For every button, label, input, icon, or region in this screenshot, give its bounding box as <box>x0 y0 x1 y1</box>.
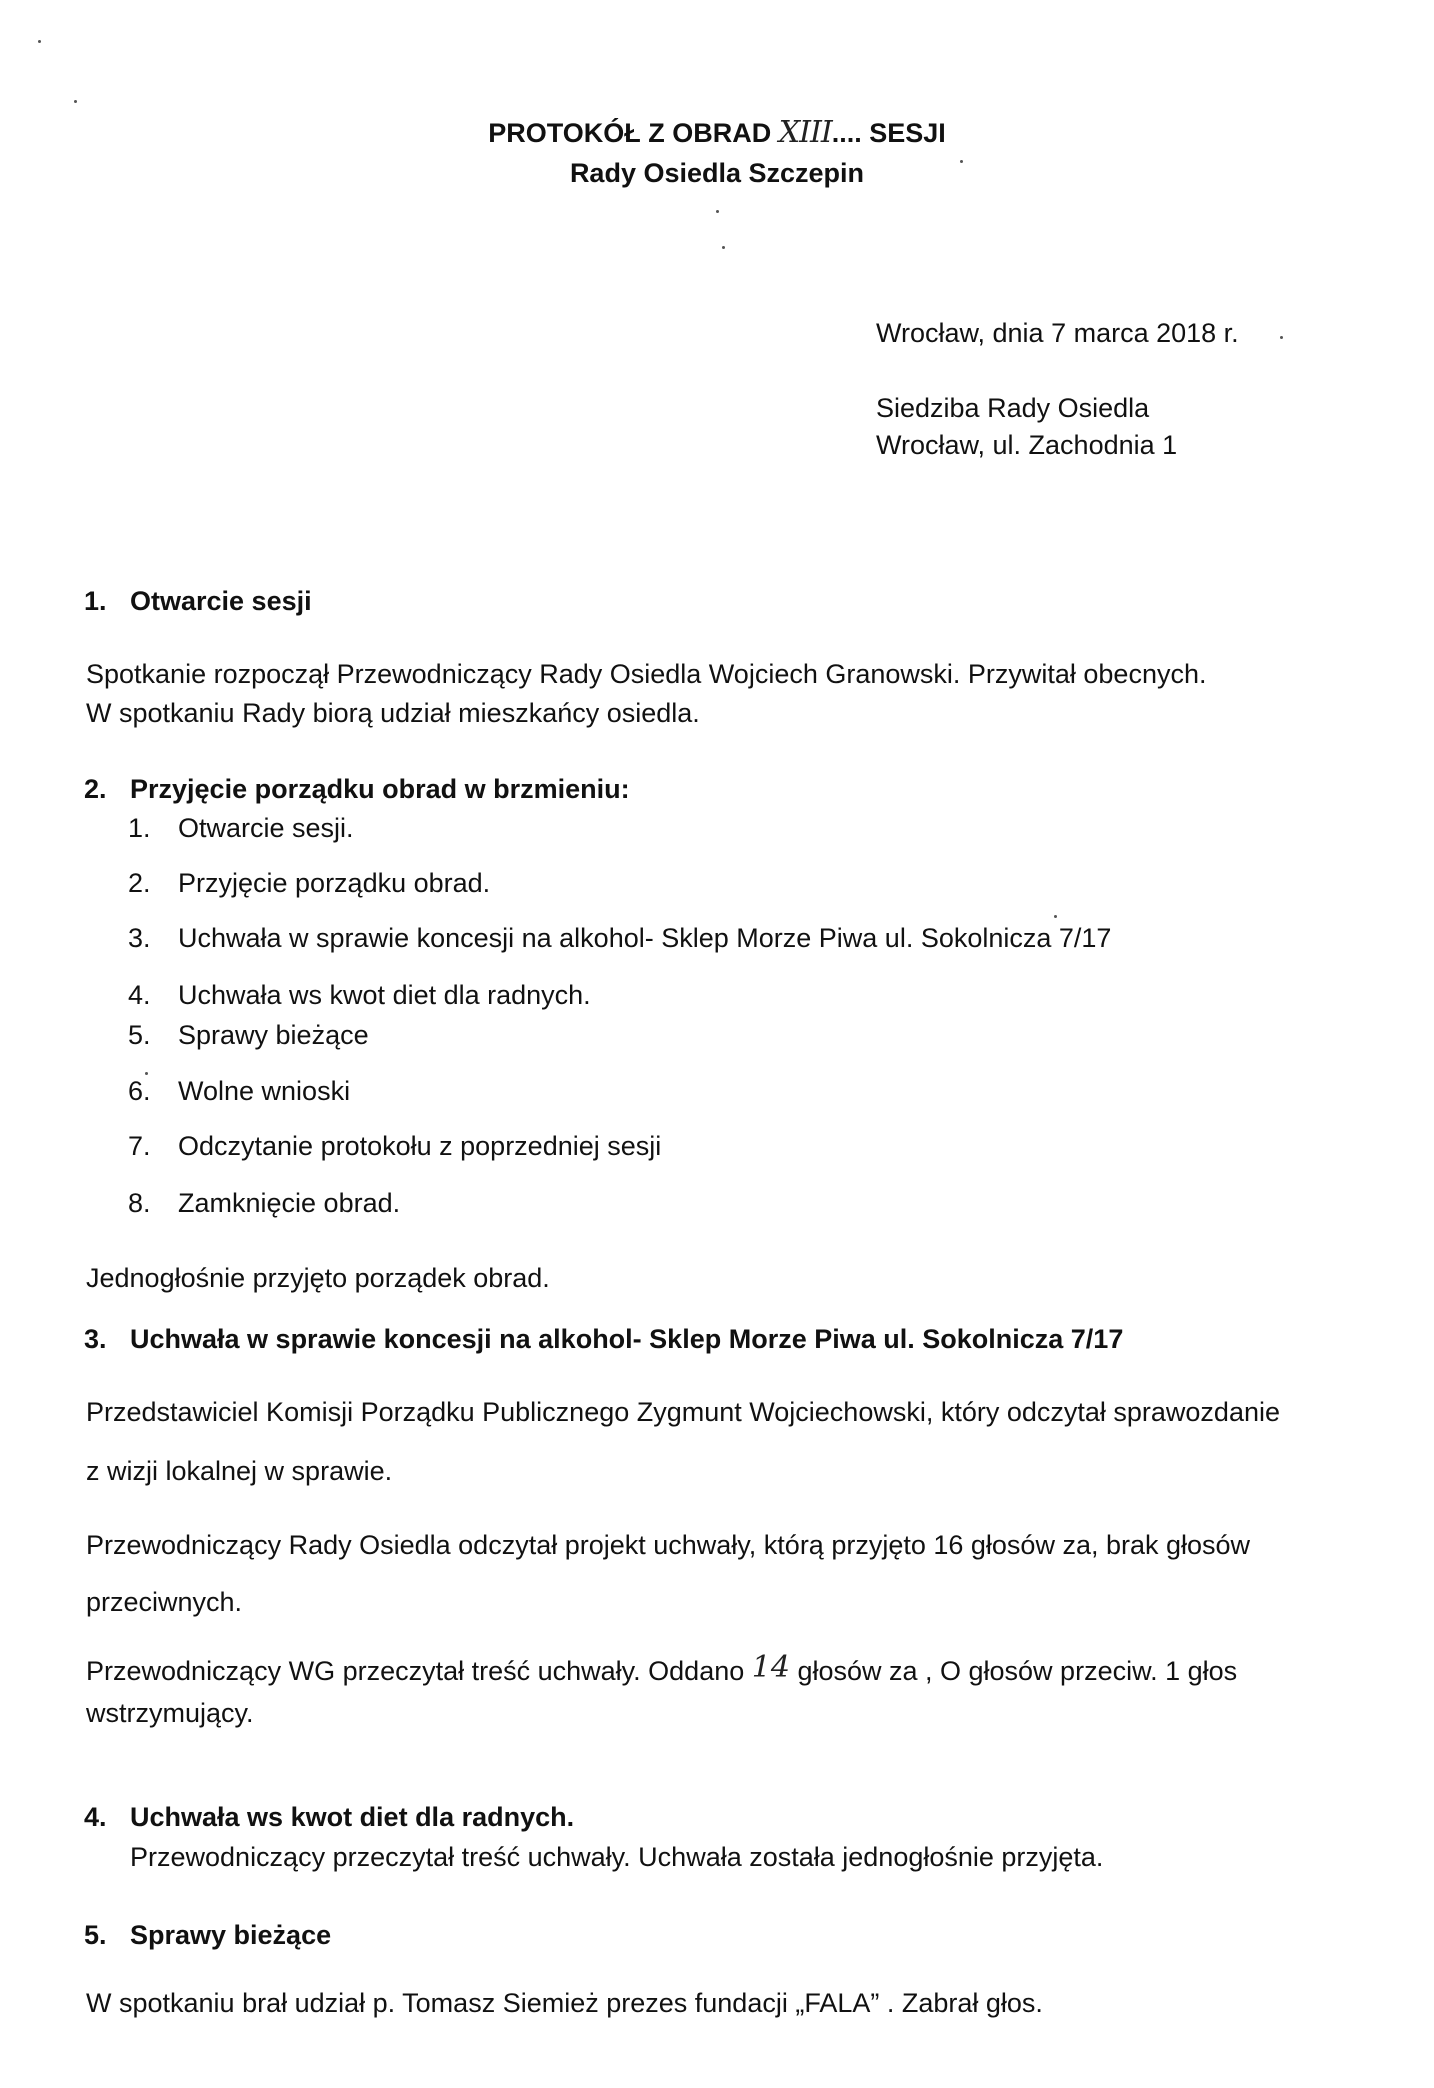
section-1-number: 1. <box>84 586 107 616</box>
section-1-paragraph: Spotkanie rozpoczął Przewodniczący Rady Osiedla Wojciech Granowski. Przywitał obecnych. <box>86 659 1207 689</box>
section-5-paragraph: W spotkaniu brał udział p. Tomasz Siemież prezes fundacji „FALA” . Zabrał głos. <box>86 1988 1043 2018</box>
title-suffix: .... SESJI <box>831 118 946 148</box>
section-3-title: Uchwała w sprawie koncesji na alkohol- Sklep Morze Piwa ul. Sokolnicza 7/17 <box>130 1324 1124 1354</box>
place-line-2: Wrocław, ul. Zachodnia 1 <box>876 430 1178 460</box>
agenda-item: 5. Sprawy bieżące <box>128 1020 369 1050</box>
scan-speck <box>716 210 719 213</box>
agenda-item: 6. Wolne wnioski <box>128 1076 351 1106</box>
section-3-votes: Przewodniczący WG przeczytał treść uchwały. Oddano 14 głosów za , O głosów przeciw. 1 głos <box>86 1650 1238 1686</box>
page-subtitle: Rady Osiedla Szczepin <box>569 158 865 188</box>
scan-speck <box>722 246 725 249</box>
title-prefix: PROTOKÓŁ Z OBRAD <box>488 118 772 148</box>
handwritten-vote-count: 14 <box>751 1650 790 1685</box>
section-3-paragraph: z wizji lokalnej w sprawie. <box>86 1456 393 1486</box>
agenda-item: 4. Uchwała ws kwot diet dla radnych. <box>128 980 591 1010</box>
section-2-conclusion: Jednogłośnie przyjęto porządek obrad. <box>86 1263 550 1293</box>
section-1-title: Otwarcie sesji <box>130 586 312 616</box>
place-line-1: Siedziba Rady Osiedla <box>876 393 1150 423</box>
section-5-title: Sprawy bieżące <box>130 1920 332 1950</box>
section-3-paragraph: Przewodniczący Rady Osiedla odczytał projekt uchwały, którą przyjęto 16 głosów za, brak głosów <box>86 1530 1251 1560</box>
agenda-item: 3. Uchwała w sprawie koncesji na alkohol- Sklep Morze Piwa ul. Sokolnicza 7/17 <box>128 923 1112 953</box>
section-3-number: 3. <box>84 1324 107 1354</box>
scan-speck <box>74 100 77 103</box>
session-number-handwritten: XIII <box>778 115 832 150</box>
scan-speck <box>1054 915 1057 918</box>
agenda-item: 1. Otwarcie sesji. <box>128 813 354 843</box>
section-4-number: 4. <box>84 1802 107 1832</box>
section-1-paragraph: W spotkaniu Rady biorą udział mieszkańcy osiedla. <box>86 698 700 728</box>
section-3-paragraph: przeciwnych. <box>86 1587 243 1617</box>
agenda-item: 2. Przyjęcie porządku obrad. <box>128 868 491 898</box>
section-4-paragraph: Przewodniczący przeczytał treść uchwały. Uchwała została jednogłośnie przyjęta. <box>130 1842 1104 1872</box>
section-4-title: Uchwała ws kwot diet dla radnych. <box>130 1802 575 1832</box>
section-2-number: 2. <box>84 774 107 804</box>
section-2-title: Przyjęcie porządku obrad w brzmieniu: <box>130 774 630 804</box>
scan-speck <box>145 1072 148 1075</box>
section-5-heading <box>84 1922 331 1949</box>
agenda-item: 7. Odczytanie protokołu z poprzedniej sesji <box>128 1131 662 1161</box>
section-3-heading <box>84 1326 1123 1353</box>
section-3-paragraph: wstrzymujący. <box>86 1698 254 1728</box>
page-title <box>0 115 1434 150</box>
section-3-paragraph: Przedstawiciel Komisji Porządku Publicznego Zygmunt Wojciechowski, który odczytał sprawozdanie <box>86 1397 1280 1427</box>
section-1-heading <box>84 588 312 615</box>
section-2-heading <box>84 776 630 803</box>
scan-speck <box>1280 336 1283 339</box>
date-line: Wrocław, dnia 7 marca 2018 r. <box>876 318 1239 348</box>
section-4-heading <box>84 1804 574 1831</box>
scan-speck <box>38 40 41 43</box>
section-5-number: 5. <box>84 1920 107 1950</box>
agenda-item: 8. Zamknięcie obrad. <box>128 1188 401 1218</box>
